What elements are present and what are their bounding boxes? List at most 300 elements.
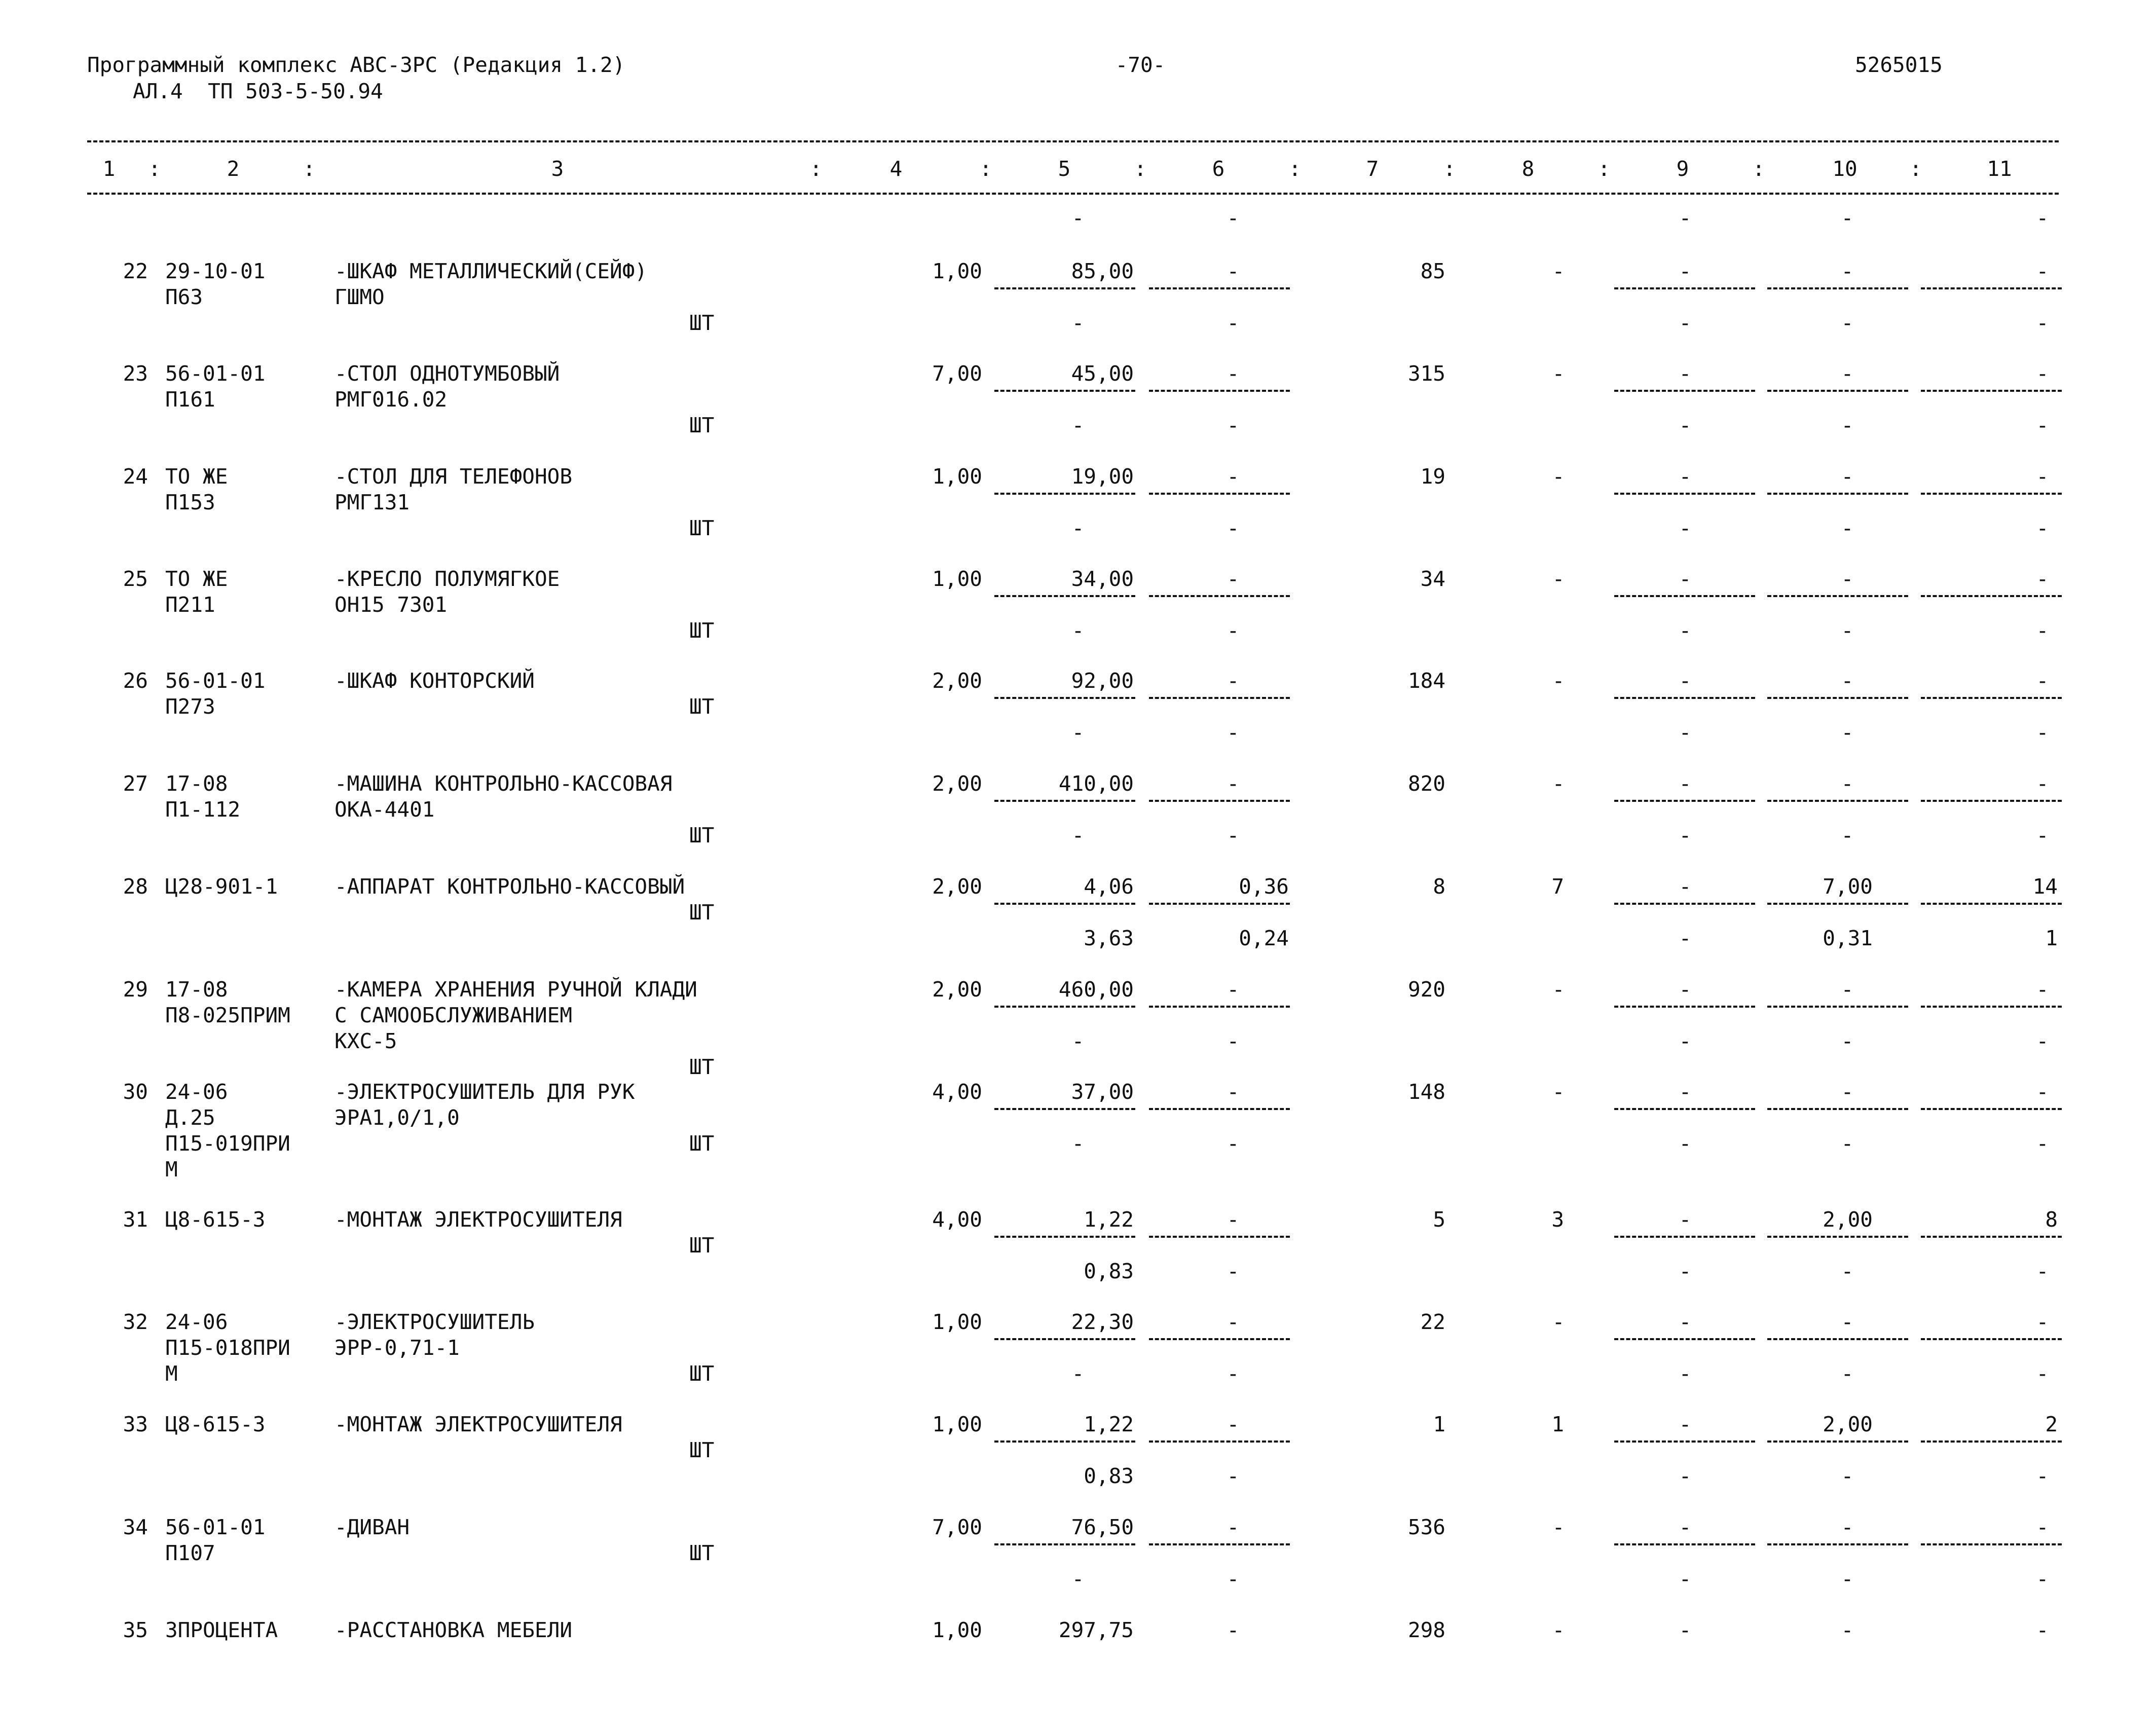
divider-c5 xyxy=(994,1236,1135,1238)
sub-s10: - xyxy=(1841,823,1854,847)
column-header-2: 2 xyxy=(227,157,240,181)
sub-s11: - xyxy=(2036,1361,2049,1386)
column-separator: : xyxy=(809,157,823,181)
sub-s6: - xyxy=(1227,413,1240,437)
value-c9: - xyxy=(1679,1515,1692,1539)
value-c6: - xyxy=(1227,771,1240,796)
divider-c11 xyxy=(1921,903,2062,905)
sub-s6: - xyxy=(1227,1259,1240,1283)
sub-s11: - xyxy=(2036,1131,2049,1156)
value-c11: - xyxy=(2036,361,2049,386)
sub-s11: - xyxy=(2036,618,2049,643)
norm-code: 24-06 xyxy=(165,1310,228,1334)
row-number: 25 xyxy=(123,567,148,591)
value-c11: - xyxy=(2036,259,2049,283)
divider-c6 xyxy=(1149,1440,1290,1443)
value-c8: 1 xyxy=(1551,1412,1564,1436)
value-c8: 3 xyxy=(1551,1207,1564,1232)
value-c8: - xyxy=(1552,669,1565,693)
norm-code: Ц28-901-1 xyxy=(165,874,278,899)
value-c6: - xyxy=(1227,259,1240,283)
norm-code: П161 xyxy=(165,387,215,412)
value-c5: 4,06 xyxy=(1084,874,1134,899)
divider-c5 xyxy=(994,1108,1135,1110)
quantity: 1,00 xyxy=(932,1310,982,1334)
value-c7: 8 xyxy=(1433,874,1445,899)
column-header-8: 8 xyxy=(1521,157,1535,181)
divider-c10 xyxy=(1767,697,1908,699)
divider-c6 xyxy=(1149,390,1290,392)
sub-s9: - xyxy=(1679,1259,1692,1283)
divider-c11 xyxy=(1921,697,2062,699)
row-number: 23 xyxy=(123,361,148,386)
item-name: -РАССТАНОВКА МЕБЕЛИ xyxy=(335,1618,572,1642)
sub-s11: - xyxy=(2036,1567,2049,1591)
divider-c10 xyxy=(1767,903,1908,905)
value-c7: 19 xyxy=(1420,464,1445,489)
column-separator: : xyxy=(1443,157,1456,181)
value-c10: - xyxy=(1841,977,1854,1002)
item-name: -МАШИНА КОНТРОЛЬНО-КАССОВАЯ xyxy=(335,771,673,796)
value-c11: 2 xyxy=(2045,1412,2058,1436)
value-c10: - xyxy=(1841,361,1854,386)
divider-c5 xyxy=(994,595,1135,597)
value-c9: - xyxy=(1679,1412,1692,1436)
divider-c9 xyxy=(1614,800,1755,802)
sub-s9: - xyxy=(1679,1567,1692,1591)
value-c6: 0,36 xyxy=(1239,874,1289,899)
value-c10: 7,00 xyxy=(1823,874,1873,899)
item-name: КХС-5 xyxy=(335,1029,397,1053)
value-c11: - xyxy=(2036,1515,2049,1539)
sub-s5: - xyxy=(1071,1029,1085,1053)
sub-s5: 0,83 xyxy=(1084,1464,1134,1488)
norm-code: 56-01-01 xyxy=(165,669,266,693)
row-number: 29 xyxy=(123,977,148,1002)
value-c9: - xyxy=(1679,567,1692,591)
value-c7: 148 xyxy=(1407,1080,1445,1104)
sub-s10: - xyxy=(1841,1259,1854,1283)
divider-c11 xyxy=(1921,287,2062,289)
column-header-1: 1 xyxy=(102,157,116,181)
row-number: 31 xyxy=(123,1207,148,1232)
item-name: -ШКАФ КОНТОРСКИЙ xyxy=(335,669,535,693)
quantity: 1,00 xyxy=(932,1412,982,1436)
quantity: 2,00 xyxy=(932,977,982,1002)
value-c6: - xyxy=(1227,1310,1240,1334)
divider-c9 xyxy=(1614,1108,1755,1110)
column-separator: : xyxy=(1597,157,1611,181)
sub-s10: - xyxy=(1841,1029,1854,1053)
sub-s5: 0,83 xyxy=(1084,1259,1134,1283)
sub-s5: - xyxy=(1071,1361,1085,1386)
norm-code: М xyxy=(165,1157,178,1181)
sub-s10: - xyxy=(1841,1567,1854,1591)
sub-s6: - xyxy=(1227,1361,1240,1386)
row-number: 22 xyxy=(123,259,148,283)
sub-s9: - xyxy=(1679,311,1692,335)
item-name: ОКА-4401 xyxy=(335,797,435,822)
sub-s6: - xyxy=(1227,618,1240,643)
value-c5: 34,00 xyxy=(1071,567,1134,591)
divider-c11 xyxy=(1921,493,2062,495)
carry-c11: - xyxy=(2036,206,2049,230)
unit-of-measure: ШТ xyxy=(689,311,715,335)
norm-code: Д.25 xyxy=(165,1105,215,1130)
value-c9: - xyxy=(1679,1310,1692,1334)
value-c9: - xyxy=(1679,259,1692,283)
quantity: 2,00 xyxy=(932,874,982,899)
divider-c10 xyxy=(1767,595,1908,597)
value-c10: 2,00 xyxy=(1823,1412,1873,1436)
row-number: 27 xyxy=(123,771,148,796)
row-number: 35 xyxy=(123,1618,148,1642)
value-c10: - xyxy=(1841,464,1854,489)
sub-s9: - xyxy=(1679,1131,1692,1156)
sub-s6: - xyxy=(1227,1464,1240,1488)
norm-code: 17-08 xyxy=(165,771,228,796)
sub-s5: - xyxy=(1071,823,1085,847)
column-separator: : xyxy=(979,157,992,181)
item-name: -МОНТАЖ ЭЛЕКТРОСУШИТЕЛЯ xyxy=(335,1412,622,1436)
item-name: ОН15 7301 xyxy=(335,593,448,617)
divider-c10 xyxy=(1767,390,1908,392)
norm-code: П8-025ПРИМ xyxy=(165,1003,290,1027)
sub-s6: - xyxy=(1227,516,1240,540)
divider-c6 xyxy=(1149,800,1290,802)
divider-c9 xyxy=(1614,1006,1755,1008)
divider-c6 xyxy=(1149,1338,1290,1340)
unit-of-measure: ШТ xyxy=(689,1438,715,1462)
value-c11: 14 xyxy=(2032,874,2058,899)
divider-c11 xyxy=(1921,595,2062,597)
value-c7: 34 xyxy=(1420,567,1445,591)
item-name: -КАМЕРА ХРАНЕНИЯ РУЧНОЙ КЛАДИ xyxy=(335,977,697,1002)
column-header-3: 3 xyxy=(551,157,564,181)
item-name: -АППАРАТ КОНТРОЛЬНО-КАССОВЫЙ xyxy=(335,874,685,899)
sub-s10: - xyxy=(1841,413,1854,437)
value-c8: 7 xyxy=(1551,874,1564,899)
item-name: ЭРР-0,71-1 xyxy=(335,1336,460,1360)
value-c11: 8 xyxy=(2045,1207,2058,1232)
item-name: -СТОЛ ДЛЯ ТЕЛЕФОНОВ xyxy=(335,464,572,489)
divider-c5 xyxy=(994,1006,1135,1008)
norm-code: 56-01-01 xyxy=(165,361,266,386)
value-c6: - xyxy=(1227,977,1240,1002)
norm-code: П63 xyxy=(165,285,203,309)
norm-code: П273 xyxy=(165,694,215,719)
sub-s9: - xyxy=(1679,618,1692,643)
value-c5: 297,75 xyxy=(1058,1618,1134,1642)
table-top-rule xyxy=(87,140,2059,142)
value-c8: - xyxy=(1552,361,1565,386)
norm-code: 29-10-01 xyxy=(165,259,266,283)
value-c11: - xyxy=(2036,669,2049,693)
row-number: 24 xyxy=(123,464,148,489)
unit-of-measure: ШТ xyxy=(689,1541,715,1565)
sub-s10: - xyxy=(1841,720,1854,745)
value-c5: 410,00 xyxy=(1058,771,1134,796)
unit-of-measure: ШТ xyxy=(689,516,715,540)
divider-c6 xyxy=(1149,595,1290,597)
value-c8: - xyxy=(1552,977,1565,1002)
sub-s9: - xyxy=(1679,823,1692,847)
unit-of-measure: ШТ xyxy=(689,1131,715,1156)
sub-s11: - xyxy=(2036,823,2049,847)
item-name: РМГ016.02 xyxy=(335,387,448,412)
unit-of-measure: ШТ xyxy=(689,1361,715,1386)
norm-code: П15-018ПРИ xyxy=(165,1336,290,1360)
value-c8: - xyxy=(1552,771,1565,796)
value-c10: - xyxy=(1841,1618,1854,1642)
value-c10: - xyxy=(1841,567,1854,591)
sub-s11: - xyxy=(2036,1464,2049,1488)
value-c9: - xyxy=(1679,464,1692,489)
sub-s10: - xyxy=(1841,1361,1854,1386)
value-c8: - xyxy=(1552,1310,1565,1334)
row-number: 33 xyxy=(123,1412,148,1436)
divider-c9 xyxy=(1614,697,1755,699)
value-c11: - xyxy=(2036,567,2049,591)
column-separator: : xyxy=(148,157,161,181)
sub-s6: - xyxy=(1227,1567,1240,1591)
value-c5: 76,50 xyxy=(1071,1515,1134,1539)
unit-of-measure: ШТ xyxy=(689,1055,715,1079)
column-header-4: 4 xyxy=(889,157,903,181)
sub-s5: - xyxy=(1071,413,1085,437)
value-c8: - xyxy=(1552,1080,1565,1104)
column-header-9: 9 xyxy=(1676,157,1689,181)
unit-of-measure: ШТ xyxy=(689,413,715,437)
page-number: -70- xyxy=(1115,53,1166,77)
column-header-10: 10 xyxy=(1832,157,1857,181)
sub-s11: - xyxy=(2036,720,2049,745)
sub-s11: - xyxy=(2036,413,2049,437)
divider-c10 xyxy=(1767,1108,1908,1110)
value-c9: - xyxy=(1679,771,1692,796)
sub-s5: - xyxy=(1071,1131,1085,1156)
quantity: 7,00 xyxy=(932,361,982,386)
unit-of-measure: ШТ xyxy=(689,694,715,719)
item-name: -МОНТАЖ ЭЛЕКТРОСУШИТЕЛЯ xyxy=(335,1207,622,1232)
value-c5: 460,00 xyxy=(1058,977,1134,1002)
sub-s9: - xyxy=(1679,926,1692,950)
row-number: 32 xyxy=(123,1310,148,1334)
value-c9: - xyxy=(1679,669,1692,693)
row-number: 30 xyxy=(123,1080,148,1104)
value-c6: - xyxy=(1227,1618,1240,1642)
value-c9: - xyxy=(1679,977,1692,1002)
sub-s5: - xyxy=(1071,311,1085,335)
divider-c5 xyxy=(994,287,1135,289)
sub-s11: 1 xyxy=(2045,926,2058,950)
norm-code: 56-01-01 xyxy=(165,1515,266,1539)
sub-s6: - xyxy=(1227,1131,1240,1156)
value-c5: 45,00 xyxy=(1071,361,1134,386)
divider-c5 xyxy=(994,697,1135,699)
sub-s10: - xyxy=(1841,1464,1854,1488)
divider-c11 xyxy=(1921,1338,2062,1340)
value-c6: - xyxy=(1227,464,1240,489)
divider-c10 xyxy=(1767,1440,1908,1443)
divider-c11 xyxy=(1921,1543,2062,1545)
value-c6: - xyxy=(1227,669,1240,693)
sub-s9: - xyxy=(1679,720,1692,745)
quantity: 1,00 xyxy=(932,1618,982,1642)
value-c5: 92,00 xyxy=(1071,669,1134,693)
sub-s6: - xyxy=(1227,1029,1240,1053)
value-c10: - xyxy=(1841,1080,1854,1104)
sub-s6: - xyxy=(1227,823,1240,847)
divider-c10 xyxy=(1767,1236,1908,1238)
divider-c6 xyxy=(1149,1543,1290,1545)
sub-s9: - xyxy=(1679,1029,1692,1053)
divider-c9 xyxy=(1614,493,1755,495)
quantity: 4,00 xyxy=(932,1080,982,1104)
item-name: -ШКАФ МЕТАЛЛИЧЕСКИЙ(СЕЙФ) xyxy=(335,259,648,283)
divider-c5 xyxy=(994,390,1135,392)
sub-s10: - xyxy=(1841,516,1854,540)
norm-code: П1-112 xyxy=(165,797,241,822)
value-c5: 19,00 xyxy=(1071,464,1134,489)
value-c9: - xyxy=(1679,361,1692,386)
value-c9: - xyxy=(1679,1207,1692,1232)
divider-c11 xyxy=(1921,1440,2062,1443)
divider-c11 xyxy=(1921,1006,2062,1008)
sub-s5: - xyxy=(1071,516,1085,540)
value-c10: - xyxy=(1841,771,1854,796)
column-header-5: 5 xyxy=(1058,157,1071,181)
unit-of-measure: ШТ xyxy=(689,900,715,925)
column-separator: : xyxy=(1752,157,1765,181)
column-separator: : xyxy=(1909,157,1922,181)
quantity: 1,00 xyxy=(932,259,982,283)
value-c7: 820 xyxy=(1407,771,1445,796)
divider-c9 xyxy=(1614,287,1755,289)
value-c6: - xyxy=(1227,1207,1240,1232)
sub-s9: - xyxy=(1679,516,1692,540)
divider-c9 xyxy=(1614,903,1755,905)
value-c8: - xyxy=(1552,567,1565,591)
value-c9: - xyxy=(1679,1618,1692,1642)
value-c11: - xyxy=(2036,1618,2049,1642)
value-c10: - xyxy=(1841,1515,1854,1539)
divider-c6 xyxy=(1149,903,1290,905)
sub-s5: - xyxy=(1071,618,1085,643)
value-c6: - xyxy=(1227,567,1240,591)
divider-c10 xyxy=(1767,493,1908,495)
divider-c9 xyxy=(1614,1543,1755,1545)
value-c7: 920 xyxy=(1407,977,1445,1002)
divider-c5 xyxy=(994,493,1135,495)
divider-c9 xyxy=(1614,1236,1755,1238)
value-c10: 2,00 xyxy=(1823,1207,1873,1232)
sub-s5: - xyxy=(1071,720,1085,745)
sub-s11: - xyxy=(2036,1259,2049,1283)
divider-c10 xyxy=(1767,287,1908,289)
unit-of-measure: ШТ xyxy=(689,823,715,847)
divider-c5 xyxy=(994,1440,1135,1443)
norm-code: 3ПРОЦЕНТА xyxy=(165,1618,278,1642)
quantity: 1,00 xyxy=(932,464,982,489)
norm-code: Ц8-615-3 xyxy=(165,1207,266,1232)
value-c8: - xyxy=(1552,464,1565,489)
value-c8: - xyxy=(1552,1618,1565,1642)
quantity: 2,00 xyxy=(932,669,982,693)
item-name: РМГ131 xyxy=(335,490,410,514)
value-c6: - xyxy=(1227,1080,1240,1104)
norm-code: М xyxy=(165,1361,178,1386)
column-separator: : xyxy=(1134,157,1147,181)
value-c7: 315 xyxy=(1407,361,1445,386)
divider-c6 xyxy=(1149,1236,1290,1238)
sub-s9: - xyxy=(1679,1361,1692,1386)
divider-c10 xyxy=(1767,800,1908,802)
quantity: 4,00 xyxy=(932,1207,982,1232)
item-name: -СТОЛ ОДНОТУМБОВЫЙ xyxy=(335,361,560,386)
item-name: -ДИВАН xyxy=(335,1515,410,1539)
value-c7: 184 xyxy=(1407,669,1445,693)
carry-c10: - xyxy=(1841,206,1854,230)
value-c11: - xyxy=(2036,771,2049,796)
sub-s11: - xyxy=(2036,311,2049,335)
sub-s10: 0,31 xyxy=(1823,926,1873,950)
quantity: 2,00 xyxy=(932,771,982,796)
sub-s10: - xyxy=(1841,1131,1854,1156)
divider-c6 xyxy=(1149,1006,1290,1008)
norm-code: 24-06 xyxy=(165,1080,228,1104)
divider-c9 xyxy=(1614,1338,1755,1340)
column-header-7: 7 xyxy=(1366,157,1379,181)
sub-s11: - xyxy=(2036,1029,2049,1053)
value-c7: 22 xyxy=(1420,1310,1445,1334)
carry-c5: - xyxy=(1071,206,1085,230)
value-c7: 1 xyxy=(1433,1412,1445,1436)
norm-code: П15-019ПРИ xyxy=(165,1131,290,1156)
album-reference: АЛ.4 ТП 503-5-50.94 xyxy=(133,79,383,103)
value-c5: 1,22 xyxy=(1084,1207,1134,1232)
value-c6: - xyxy=(1227,1515,1240,1539)
norm-code: ТО ЖЕ xyxy=(165,464,228,489)
divider-c11 xyxy=(1921,390,2062,392)
item-name: -КРЕСЛО ПОЛУМЯГКОЕ xyxy=(335,567,560,591)
item-name: ЭРА1,0/1,0 xyxy=(335,1105,460,1130)
value-c10: - xyxy=(1841,1310,1854,1334)
row-number: 26 xyxy=(123,669,148,693)
quantity: 1,00 xyxy=(932,567,982,591)
norm-code: П107 xyxy=(165,1541,215,1565)
divider-c5 xyxy=(994,1338,1135,1340)
value-c10: - xyxy=(1841,669,1854,693)
divider-c9 xyxy=(1614,390,1755,392)
divider-c10 xyxy=(1767,1006,1908,1008)
item-name: ГШМО xyxy=(335,285,385,309)
row-number: 34 xyxy=(123,1515,148,1539)
norm-code: 17-08 xyxy=(165,977,228,1002)
norm-code: ТО ЖЕ xyxy=(165,567,228,591)
value-c7: 85 xyxy=(1420,259,1445,283)
column-separator: : xyxy=(303,157,316,181)
divider-c6 xyxy=(1149,287,1290,289)
divider-c6 xyxy=(1149,697,1290,699)
item-name: С САМООБСЛУЖИВАНИЕМ xyxy=(335,1003,572,1027)
value-c6: - xyxy=(1227,1412,1240,1436)
divider-c5 xyxy=(994,903,1135,905)
item-name: -ЭЛЕКТРОСУШИТЕЛЬ xyxy=(335,1310,535,1334)
value-c5: 22,30 xyxy=(1071,1310,1134,1334)
divider-c6 xyxy=(1149,493,1290,495)
sub-s5: 3,63 xyxy=(1084,926,1134,950)
